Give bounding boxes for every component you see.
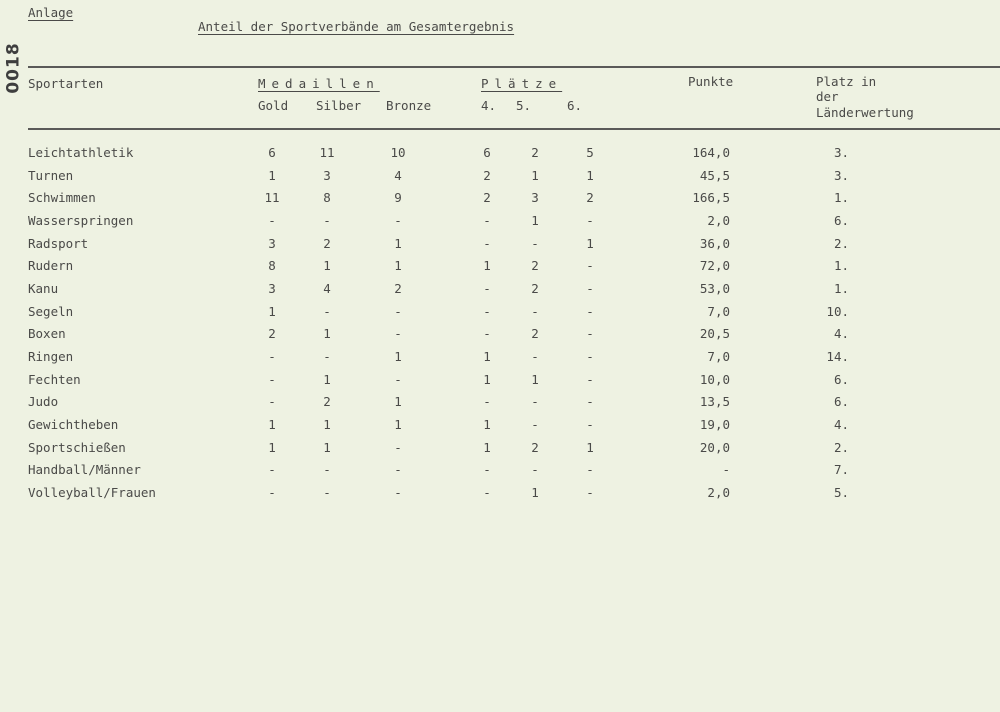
cell-sport: Kanu [28, 281, 59, 297]
cell-p4: - [483, 485, 491, 501]
cell-punkte: 10,0 [699, 371, 730, 387]
cell-p4: - [483, 326, 491, 342]
cell-p6: - [586, 485, 594, 501]
table-row [0, 462, 1000, 482]
cell-p5: 1 [531, 213, 539, 228]
cell-platz: 4. [833, 326, 849, 342]
cell-p4: - [483, 281, 491, 297]
cell-platz: 1. [833, 258, 849, 274]
cell-sport: Boxen [28, 326, 66, 342]
cell-bronze: - [394, 371, 402, 387]
header-top-rule [28, 66, 1000, 68]
cell-silber: 1 [323, 258, 331, 274]
cell-silber: 8 [323, 190, 331, 206]
cell-platz: 3. [833, 145, 849, 160]
anlage-label: Anlage [28, 5, 74, 20]
cell-bronze: 1 [394, 417, 402, 433]
header-platz-line2: der [816, 89, 839, 104]
cell-sport: Fechten [28, 371, 81, 387]
cell-punkte: 7,0 [707, 303, 730, 319]
cell-punkte: 36,0 [699, 235, 730, 251]
table-row [0, 168, 1000, 188]
cell-bronze: - [394, 485, 402, 501]
cell-gold: 6 [268, 145, 276, 160]
cell-bronze: 1 [394, 258, 402, 274]
cell-p4: 1 [483, 417, 491, 433]
cell-p4: 1 [483, 371, 491, 387]
table-row [0, 213, 1000, 233]
header-platz-4: 4. [481, 98, 497, 113]
cell-punkte: 19,0 [699, 417, 730, 433]
cell-p6: - [586, 303, 594, 319]
cell-silber: - [323, 462, 331, 478]
table-row [0, 394, 1000, 414]
cell-p6: - [586, 417, 594, 433]
cell-sport: Sportschießen [28, 439, 126, 455]
cell-punkte: 53,0 [699, 281, 730, 297]
cell-p5: - [531, 349, 539, 365]
cell-sport: Radsport [28, 235, 89, 251]
header-platz-line1: Platz in [816, 74, 877, 89]
cell-p4: 1 [483, 349, 491, 365]
cell-silber: 11 [319, 145, 335, 160]
cell-gold: 1 [268, 439, 276, 455]
cell-bronze: 1 [394, 394, 402, 410]
cell-gold: - [268, 394, 276, 410]
cell-bronze: 1 [394, 235, 402, 251]
cell-platz: 3. [833, 167, 849, 183]
cell-p6: 2 [586, 190, 594, 206]
cell-silber: 1 [323, 417, 331, 433]
cell-p4: - [483, 462, 491, 478]
cell-sport: Volleyball/Frauen [28, 485, 156, 501]
header-silber: Silber [316, 98, 362, 113]
cell-gold: 11 [264, 190, 280, 206]
cell-gold: - [268, 485, 276, 501]
cell-p6: - [586, 258, 594, 274]
cell-platz: 6. [833, 213, 849, 228]
cell-p4: - [483, 394, 491, 410]
cell-p4: 1 [483, 439, 491, 455]
table-row [0, 304, 1000, 324]
cell-gold: 1 [268, 303, 276, 319]
cell-silber: - [323, 349, 331, 365]
cell-bronze: 9 [394, 190, 402, 206]
cell-gold: 1 [268, 167, 276, 183]
cell-punkte: 20,0 [699, 439, 730, 455]
table-row [0, 372, 1000, 392]
cell-p5: - [531, 235, 539, 251]
cell-sport: Turnen [28, 167, 74, 183]
cell-punkte: 2,0 [707, 213, 730, 228]
cell-bronze: - [394, 326, 402, 342]
table-row [0, 190, 1000, 210]
cell-silber: - [323, 213, 331, 228]
cell-sport: Ringen [28, 349, 74, 365]
cell-silber: 3 [323, 167, 331, 183]
cell-p5: 1 [531, 167, 539, 183]
header-medaillen: Medaillen [258, 76, 380, 91]
cell-bronze: - [394, 213, 402, 228]
cell-platz: 6. [833, 371, 849, 387]
cell-gold: - [268, 349, 276, 365]
table-row [0, 258, 1000, 278]
document-title: Anteil der Sportverbände am Gesamtergebnis [198, 19, 515, 34]
table-row [0, 440, 1000, 460]
cell-gold: 8 [268, 258, 276, 274]
header-sportarten: Sportarten [28, 76, 104, 91]
cell-p5: 2 [531, 439, 539, 455]
cell-sport: Segeln [28, 303, 74, 319]
cell-p6: 1 [586, 439, 594, 455]
header-platz-line3: Länderwertung [816, 105, 914, 120]
cell-platz: 1. [833, 281, 849, 297]
cell-gold: 3 [268, 281, 276, 297]
cell-p4: 2 [483, 190, 491, 206]
table-row [0, 349, 1000, 369]
cell-punkte: - [722, 462, 730, 478]
cell-gold: - [268, 213, 276, 228]
cell-gold: 2 [268, 326, 276, 342]
cell-punkte: 20,5 [699, 326, 730, 342]
cell-p5: - [531, 417, 539, 433]
cell-platz: 2. [833, 439, 849, 455]
cell-platz: 2. [833, 235, 849, 251]
table-row [0, 485, 1000, 505]
cell-bronze: 10 [390, 145, 406, 160]
cell-p6: - [586, 281, 594, 297]
cell-p5: - [531, 303, 539, 319]
table-row [0, 326, 1000, 346]
cell-silber: 2 [323, 394, 331, 410]
cell-p6: - [586, 349, 594, 365]
cell-silber: 1 [323, 371, 331, 387]
cell-p4: - [483, 303, 491, 319]
cell-p6: - [586, 394, 594, 410]
cell-bronze: 4 [394, 167, 402, 183]
cell-bronze: 1 [394, 349, 402, 365]
cell-platz: 5. [833, 485, 849, 501]
cell-bronze: - [394, 439, 402, 455]
cell-p5: 2 [531, 145, 539, 160]
cell-p6: - [586, 326, 594, 342]
cell-platz: 1. [833, 190, 849, 206]
cell-sport: Rudern [28, 258, 74, 274]
cell-punkte: 45,5 [699, 167, 730, 183]
archive-stamp: 0018 [3, 42, 24, 94]
cell-p6: - [586, 462, 594, 478]
cell-sport: Handball/Männer [28, 462, 141, 478]
cell-silber: - [323, 485, 331, 501]
cell-punkte: 2,0 [707, 485, 730, 501]
header-bottom-rule [28, 128, 1000, 130]
cell-p6: 5 [586, 145, 594, 160]
cell-gold: - [268, 371, 276, 387]
cell-bronze: - [394, 462, 402, 478]
cell-p6: 1 [586, 235, 594, 251]
cell-p6: 1 [586, 167, 594, 183]
cell-p5: 2 [531, 281, 539, 297]
cell-punkte: 164,0 [692, 145, 730, 160]
table-row [0, 145, 1000, 165]
cell-p5: - [531, 394, 539, 410]
table-row [0, 417, 1000, 437]
cell-platz: 4. [833, 417, 849, 433]
cell-p4: - [483, 213, 491, 228]
cell-gold: 3 [268, 235, 276, 251]
header-gold: Gold [258, 98, 289, 113]
table-row [0, 281, 1000, 301]
cell-p5: 3 [531, 190, 539, 206]
header-punkte: Punkte [688, 74, 734, 89]
cell-p5: 2 [531, 326, 539, 342]
cell-p4: 1 [483, 258, 491, 274]
cell-gold: - [268, 462, 276, 478]
table-row [0, 236, 1000, 256]
cell-p5: 2 [531, 258, 539, 274]
cell-punkte: 7,0 [707, 349, 730, 365]
cell-p5: 1 [531, 485, 539, 501]
cell-gold: 1 [268, 417, 276, 433]
cell-bronze: 2 [394, 281, 402, 297]
cell-punkte: 13,5 [699, 394, 730, 410]
cell-platz: 6. [833, 394, 849, 410]
cell-silber: 2 [323, 235, 331, 251]
cell-platz: 10. [826, 303, 849, 319]
header-bronze: Bronze [386, 98, 432, 113]
cell-p6: - [586, 213, 594, 228]
header-platz-5: 5. [516, 98, 532, 113]
cell-platz: 7. [833, 462, 849, 478]
cell-sport: Wasserspringen [28, 213, 134, 228]
cell-silber: - [323, 303, 331, 319]
cell-bronze: - [394, 303, 402, 319]
cell-punkte: 166,5 [692, 190, 730, 206]
cell-sport: Gewichtheben [28, 417, 119, 433]
cell-p5: 1 [531, 371, 539, 387]
cell-punkte: 72,0 [699, 258, 730, 274]
cell-p5: - [531, 462, 539, 478]
cell-sport: Judo [28, 394, 59, 410]
cell-silber: 1 [323, 439, 331, 455]
header-plaetze: Plätze [481, 76, 563, 91]
cell-p4: - [483, 235, 491, 251]
cell-p4: 2 [483, 167, 491, 183]
cell-sport: Leichtathletik [28, 145, 134, 160]
header-platz-6: 6. [567, 98, 583, 113]
cell-p4: 6 [483, 145, 491, 160]
cell-silber: 4 [323, 281, 331, 297]
cell-p6: - [586, 371, 594, 387]
cell-sport: Schwimmen [28, 190, 96, 206]
cell-silber: 1 [323, 326, 331, 342]
cell-platz: 14. [826, 349, 849, 365]
